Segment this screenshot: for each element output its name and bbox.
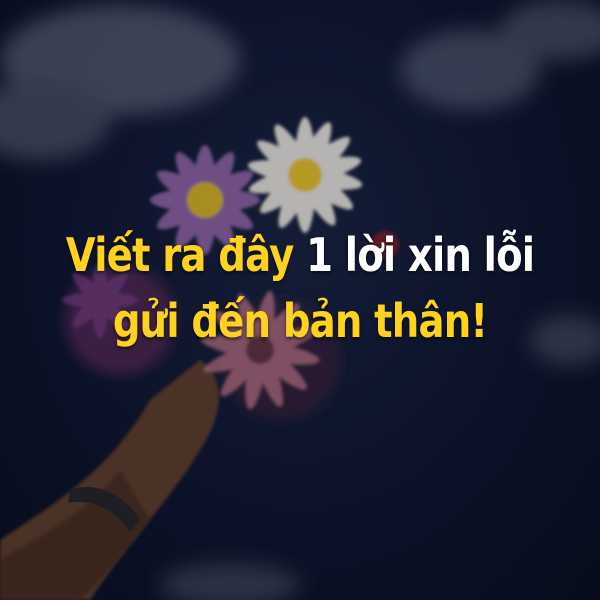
caption-line-1: [48, 222, 552, 288]
caption: [48, 222, 552, 354]
caption-line-2: [48, 288, 552, 354]
caption-line-1-white: 1 lời xin lỗi: [306, 228, 535, 282]
caption-line-2-highlight: gửi đến bản thân!: [112, 294, 488, 348]
caption-line-1-highlight: Viết ra đây: [65, 228, 307, 282]
